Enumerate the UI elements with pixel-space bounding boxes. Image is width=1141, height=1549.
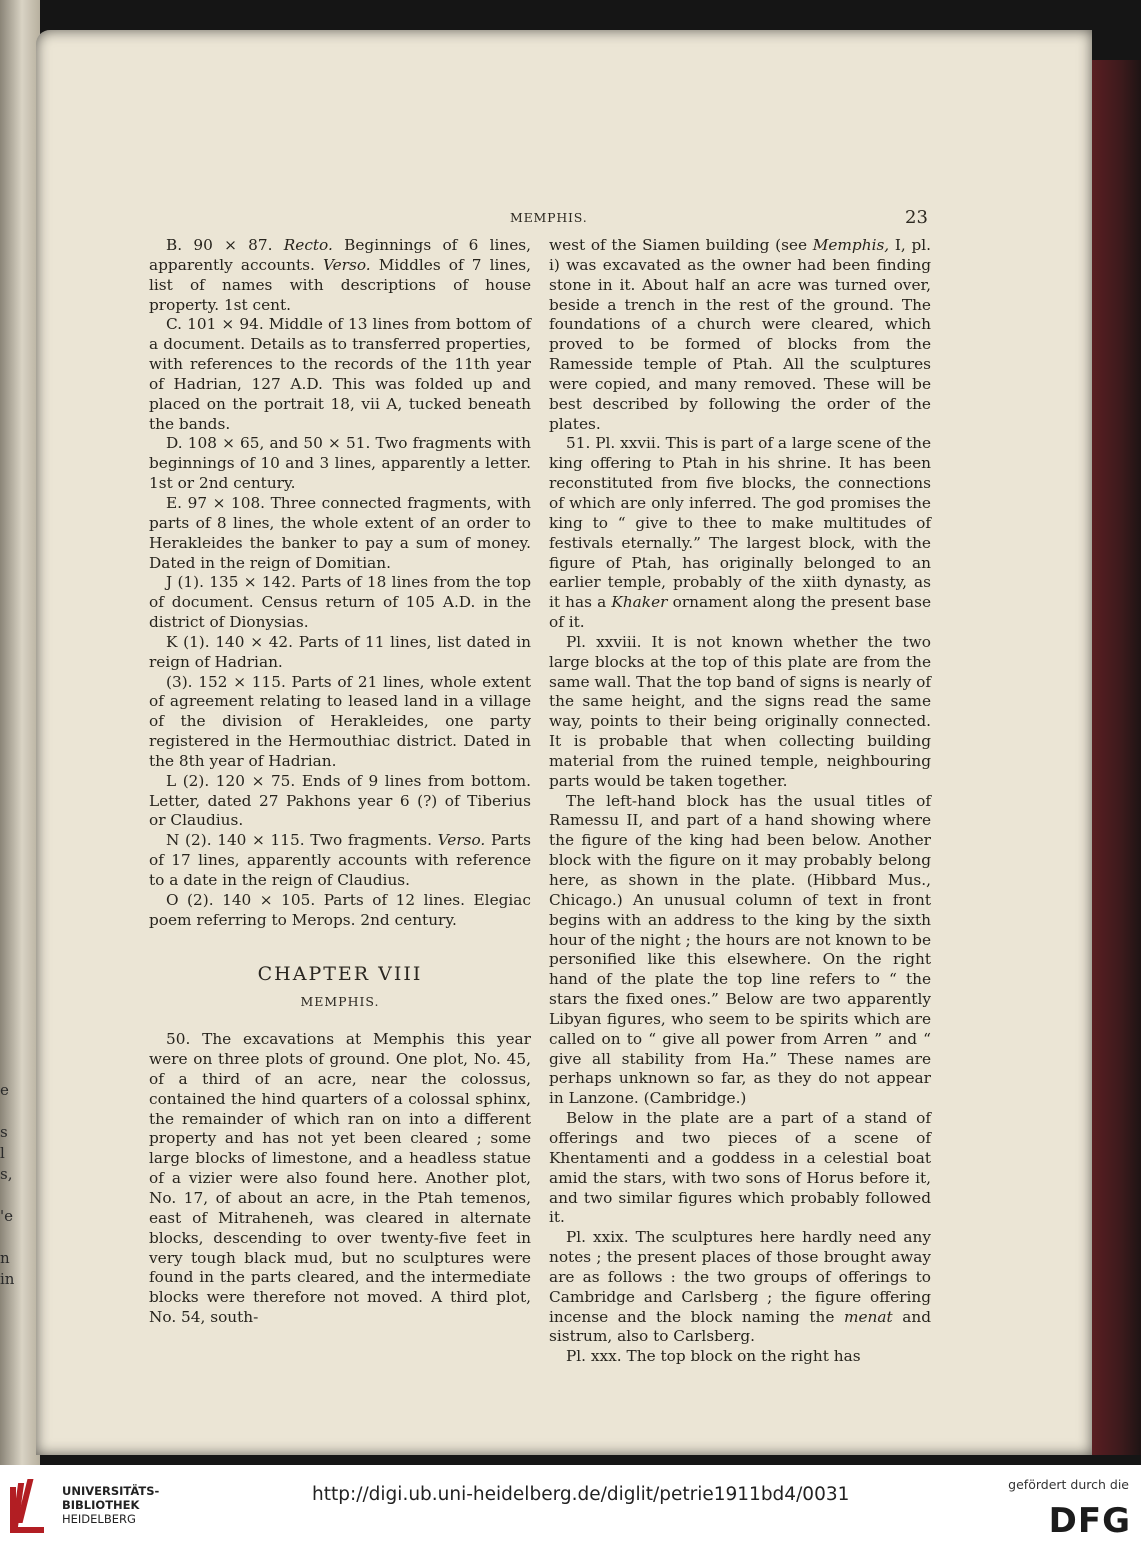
text-run: Parts of 17 lines, apparently accounts with reference to a date in the reign of Claudius. [149, 831, 531, 889]
running-title: MEMPHIS. [510, 210, 588, 225]
paragraph [149, 831, 531, 891]
paragraph [149, 494, 531, 573]
previous-page-glyph [0, 1185, 14, 1206]
text-run: Beginnings of 6 lines, apparently accounts. [149, 236, 531, 274]
chapter-subheading: MEMPHIS. [300, 994, 380, 1010]
paragraph [149, 891, 531, 931]
text-run: E. 97 × 108. Three connected fragments, with parts of 8 lines, the whole extent of an order to Herakleides the banker to pay a sum of money. Dated in the reign of Domitian. [149, 493, 531, 572]
italic-run: Memphis, [812, 236, 890, 254]
paragraph [549, 792, 931, 1110]
paragraph [549, 1347, 931, 1367]
text-run: Below in the plate are a part of a stand of offerings and two pieces of a scene of Khentamenti and a goddess in a celestial boat amid the stars, with two sons of Horus before it, and two similar figures which probably followed it. [549, 1109, 931, 1227]
previous-page-glyph: s, [0, 1165, 13, 1183]
italic-run: Khaker [611, 593, 668, 612]
paragraph [149, 573, 531, 633]
paragraph [549, 633, 931, 792]
text-run: Middles of 7 lines, list of names with descriptions of house property. 1st cent. [149, 255, 531, 314]
paragraph [149, 236, 531, 315]
text-run: K (1). 140 × 42. Parts of 11 lines, list dated in reign of Hadrian. [149, 632, 531, 671]
previous-page-glyph: e [0, 1081, 9, 1099]
paragraph [149, 772, 531, 832]
text-run: ornament along the present base of it. [549, 593, 931, 632]
paragraph [149, 315, 531, 434]
paragraph [549, 236, 931, 434]
paragraph [149, 1030, 531, 1328]
paragraph [149, 434, 531, 494]
funder-text: gefördert durch die [1008, 1477, 1129, 1492]
text-run: N (2). 140 × 115. Two fragments. [166, 831, 438, 850]
text-run: 50. The excavations at Memphis this year were on three plots of ground. One plot, No. 45, of a third of an acre, near the colossus, contained the hind quarters of a colossal sphinx, the remainder of which ran on into a different property and has not yet been cleared ; some large blocks of limestone, and a headless statue of a vizier were also found here. Another plot, No. 17, of about an acre, in the Ptah temenos, east of Mitraheneh, was cleared in alternate blocks, descending to over twenty-five feet in very tough black mud, but no sculptures were found in the parts cleared, and the intermediate blocks were therefore not moved. A third plot, No. 54, south- [149, 1030, 531, 1327]
text-run: 51. Pl. xxvii. This is part of a large scene of the king offering to Ptah in his shrine. It has been reconstituted from five blocks, the connections of which are only inferred. The god promises the king to “ give to thee to make multitudes of festivals eternally.” The largest block, with the figure of Ptah, has originally belonged to an earlier temple, probably of the xiith dynasty, as it has a [549, 434, 931, 612]
text-run: Pl. xxx. The top block on the right has [566, 1347, 861, 1366]
chapter-heading: CHAPTER VIII [257, 962, 423, 985]
left-column [149, 236, 531, 1328]
previous-page-glyph: 'e [0, 1207, 14, 1225]
paragraph [549, 1109, 931, 1228]
library-line-1: UNIVERSITÄTS- [62, 1484, 160, 1498]
previous-page-glyph [0, 1227, 14, 1248]
university-library-name [62, 1484, 159, 1526]
text-run: L (2). 120 × 75. Ends of 9 lines from bottom. Letter, dated 27 Pakhons year 6 (?) of Tiberius or Claudius. [149, 771, 531, 830]
university-library-logo-icon[interactable] [8, 1477, 54, 1535]
italic-run: Verso. [437, 831, 486, 850]
paragraph [149, 633, 531, 673]
text-run: O (2). 140 × 105. Parts of 12 lines. Elegiac poem referring to Merops. 2nd century. [149, 890, 531, 929]
library-line-2: BIBLIOTHEK [62, 1498, 140, 1512]
right-column [549, 236, 931, 1367]
previous-page-glyphs [0, 1080, 14, 1290]
italic-run: menat [844, 1307, 893, 1326]
text-run: and sistrum, also to Carlsberg. [549, 1307, 931, 1346]
book-cover-edge [1092, 60, 1141, 1455]
text-run: west of the Siamen building (see [549, 236, 813, 254]
previous-page-edge [0, 0, 40, 1465]
paragraph [549, 434, 931, 632]
text-run: C. 101 × 94. Middle of 13 lines from bottom of a document. Details as to transferred properties, with references to the records of the 11th year of Hadrian, 127 A.D. This was folded up and placed on the portrait 18, vii A, tucked beneath the bands. [149, 315, 531, 433]
page-number: 23 [905, 207, 928, 228]
text-run: J (1). 135 × 142. Parts of 18 lines from the top of document. Census return of 105 A.D. in the district of Dionysias. [149, 573, 531, 632]
text-run: B. 90 × 87. [166, 236, 284, 254]
paragraph [549, 1228, 931, 1347]
previous-page-glyph [0, 1101, 14, 1122]
previous-page-glyph: in [0, 1270, 15, 1288]
library-line-3: HEIDELBERG [62, 1512, 136, 1526]
previous-page-glyph: s [0, 1123, 8, 1141]
permalink-url[interactable]: http://digi.ub.uni-heidelberg.de/diglit/petrie1911bd4/0031 [312, 1484, 850, 1505]
text-run: Pl. xxviii. It is not known whether the two large blocks at the top of this plate are from the same wall. That the top band of signs is nearly of the same height, and the signs read the same way, points to their being originally connected. It is probable that when collecting building material from the ruined temple, neighbouring parts would be taken together. [549, 632, 931, 790]
paragraph [149, 673, 531, 772]
text-run: The left-hand block has the usual titles of Ramessu II, and part of a hand showing where the figure of the king had been below. Another block with the figure on it may probably belong here, as shown in the plate. (Hibbard Mus., Chicago.) An unusual column of text in front begins with an address to the king by the sixth hour of the night ; the hours are not known to be personified like this elsewhere. On the right hand of the plate the top line refers to “ the stars the fixed ones.” Below are two apparently Libyan figures, who seem to be spirits which are called on to “ give all power from Arren ” and “ give all stability from Ha.” These names are perhaps unknown so far, as they do not appear in Lanzone. (Cambridge.) [549, 791, 931, 1108]
previous-page-glyph: n [0, 1249, 10, 1267]
text-run: I, pl. i) was excavated as the owner had been finding stone in it. About half an acre was turned over, beside a trench in the rest of the ground. The foundations of a church were cleared, which proved to be formed of blocks from the Ramesside temple of Ptah. All the sculptures were copied, and many removed. These will be best described by following the order of the plates. [549, 236, 931, 433]
viewer-footer [0, 1465, 1141, 1549]
italic-run: Recto. [283, 236, 333, 254]
italic-run: Verso. [322, 255, 371, 274]
dfg-logo[interactable]: DFG [1048, 1501, 1131, 1541]
text-run: D. 108 × 65, and 50 × 51. Two fragments with beginnings of 10 and 3 lines, apparently a letter. 1st or 2nd century. [149, 434, 531, 493]
text-run: Pl. xxix. The sculptures here hardly need any notes ; the present places of those brought away are as follows : the two groups of offerings to Cambridge and Carlsberg ; the figure offering incense and the block naming the [549, 1228, 931, 1326]
previous-page-glyph: l [0, 1144, 5, 1162]
text-run: (3). 152 × 115. Parts of 21 lines, whole extent of agreement relating to leased land in a village of the division of Herakleides, one party registered in the Hermouthiac district. Dated in the 8th year of Hadrian. [149, 672, 531, 770]
